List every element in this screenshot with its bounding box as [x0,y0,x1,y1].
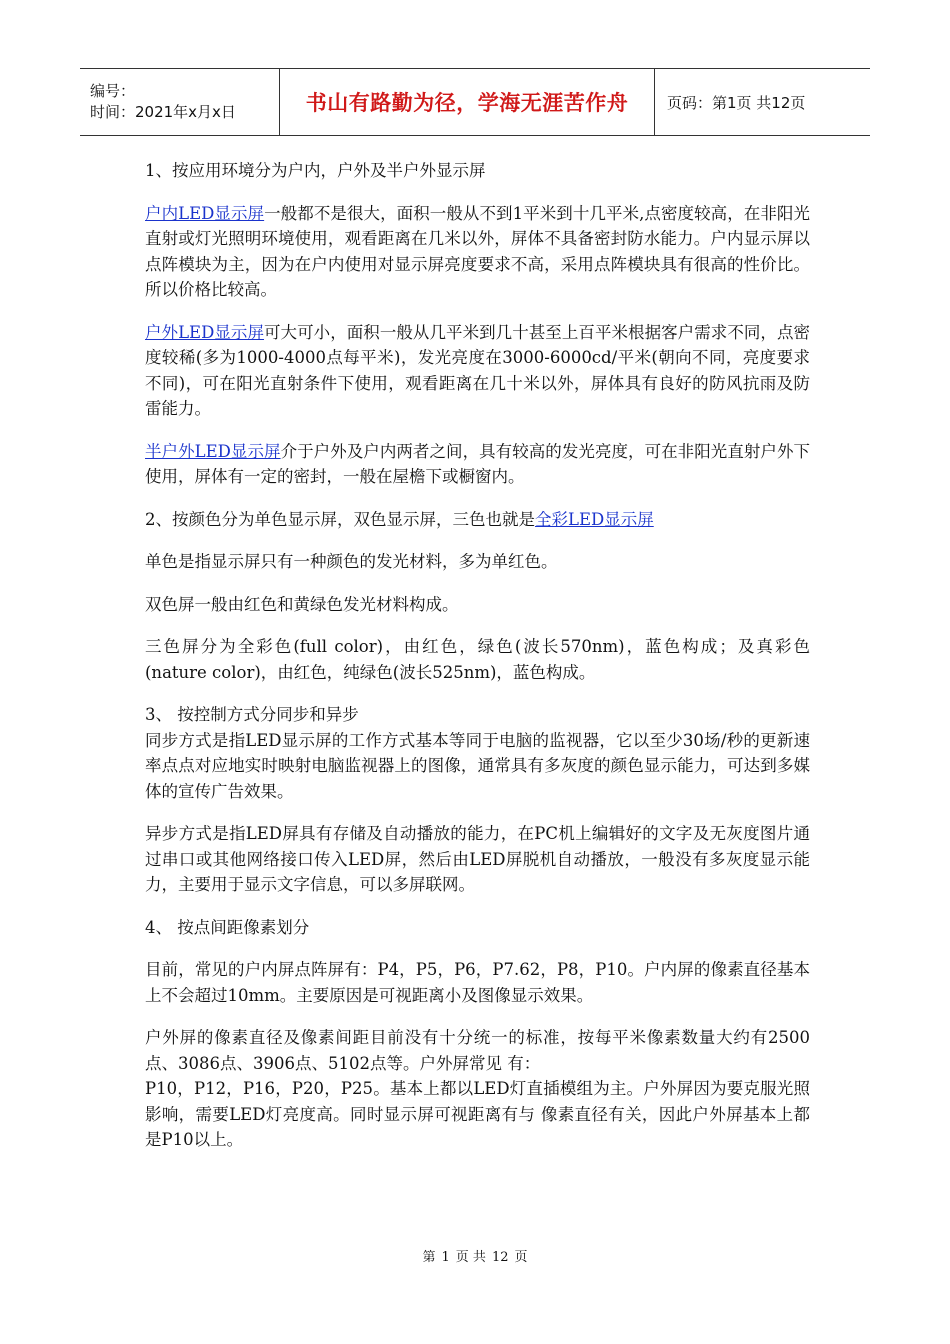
sync-paragraph: 同步方式是指LED显示屏的工作方式基本等同于电脑的监视器，它以至少30场/秒的更新速率点点对应地实时映射电脑监视器上的图像，通常具有多灰度的颜色显示能力，可达到多媒体的宣传广告效果。 [145,730,810,801]
semi-outdoor-led-link[interactable]: 半户外LED显示屏 [145,441,281,461]
section-2-paragraph [145,507,810,533]
section-4-heading: 4、 按点间距像素划分 [145,917,310,937]
document-body [145,158,810,1170]
indoor-text: 一般都不是很大，面积一般从不到1平米到十几平米,点密度较高，在非阳光直射或灯光照明环境使用，观看距离在几米以外，屏体不具备密封防水能力。户内显示屏以点阵模块为主，因为在户内使用对显示屏亮度要求不高，采用点阵模块具有很高的性价比。所以价格比较高。 [145,203,810,299]
document-date: 时间：2021年x月x日 [90,103,236,121]
section-2-text: 2、按颜色分为单色显示屏，双色显示屏，三色也就是 [145,509,535,529]
footer-suffix: 页 [514,1250,528,1265]
semi-outdoor-paragraph [145,439,810,490]
footer-total-pages: 12 [491,1250,509,1265]
header-motto-cell [280,69,655,135]
section-3-heading: 3、 按控制方式分同步和异步 [145,705,359,724]
footer-page-number: 1 [441,1250,450,1265]
footer-prefix: 第 [422,1250,436,1265]
outdoor-pitch-paragraph-1: 户外屏的像素直径及像素间距目前没有十分统一的标准，按每平米像素数量大约有2500点、3086点、3906点、5102点等。户外屏常见 有： [145,1028,810,1073]
indoor-paragraph [145,201,810,303]
indoor-pitch-paragraph: 目前，常见的户内屏点阵屏有：P4，P5，P6，P7.62，P8，P10。户内屏的像素直径基本上不会超过10mm。主要原因是可视距离小及图像显示效果。 [145,960,810,1005]
semi-outdoor-text: 介于户外及户内两者之间，具有较高的发光亮度，可在非阳光直射户外下使用，屏体有一定的密封，一般在屋檐下或橱窗内。 [145,441,811,486]
async-paragraph: 异步方式是指LED屏具有存储及自动播放的能力，在PC机上编辑好的文字及无灰度图片通过串口或其他网络接口传入LED屏，然后由LED屏脱机自动播放，一般没有多灰度显示能力，主要用于显示文字信息，可以多屏联网。 [145,824,810,894]
outdoor-paragraph [145,320,810,422]
outdoor-led-link[interactable]: 户外LED显示屏 [145,322,265,342]
page-footer [0,1246,950,1265]
full-color-led-link[interactable]: 全彩LED显示屏 [535,509,654,529]
outdoor-pitch-paragraph-2: P10，P12，P16，P20，P25。基本上都以LED灯直插模组为主。户外屏因为要克服光照影响，需要LED灯亮度高。同时显示屏可视距离有与 像素直径有关，因此户外屏基本上都是P10以上。 [145,1079,810,1149]
dual-color-paragraph: 双色屏一般由红色和黄绿色发光材料构成。 [145,594,459,614]
header-page-info: 页码：第1页 共12页 [667,93,806,112]
footer-mid: 页 共 [455,1250,486,1265]
header-motto: 书山有路勤为径，学海无涯苦作舟 [305,91,629,115]
tri-color-paragraph: 三色屏分为全彩色(full color)，由红色，绿色(波长570nm)，蓝色构成；及真彩色(nature color)，由红色，纯绿色(波长525nm)，蓝色构成。 [145,637,810,682]
indoor-led-link[interactable]: 户内LED显示屏 [145,203,265,223]
header-meta [80,69,280,135]
mono-color-paragraph: 单色是指显示屏只有一种颜色的发光材料，多为单红色。 [145,552,558,571]
outdoor-text: 可大可小，面积一般从几平米到几十甚至上百平米根据客户需求不同，点密度较稀(多为1000-4000点每平米)，发光亮度在3000-6000cd/平米(朝向不同，亮度要求不同)，可在阳光直射条件下使用，观看距离在几十米以外，屏体具有良好的防风抗雨及防雷能力。 [145,322,811,418]
document-number-label: 编号： [90,82,136,100]
header-page-info-cell [655,69,870,135]
page-header [80,68,870,136]
section-1-heading: 1、按应用环境分为户内，户外及半户外显示屏 [145,161,486,180]
